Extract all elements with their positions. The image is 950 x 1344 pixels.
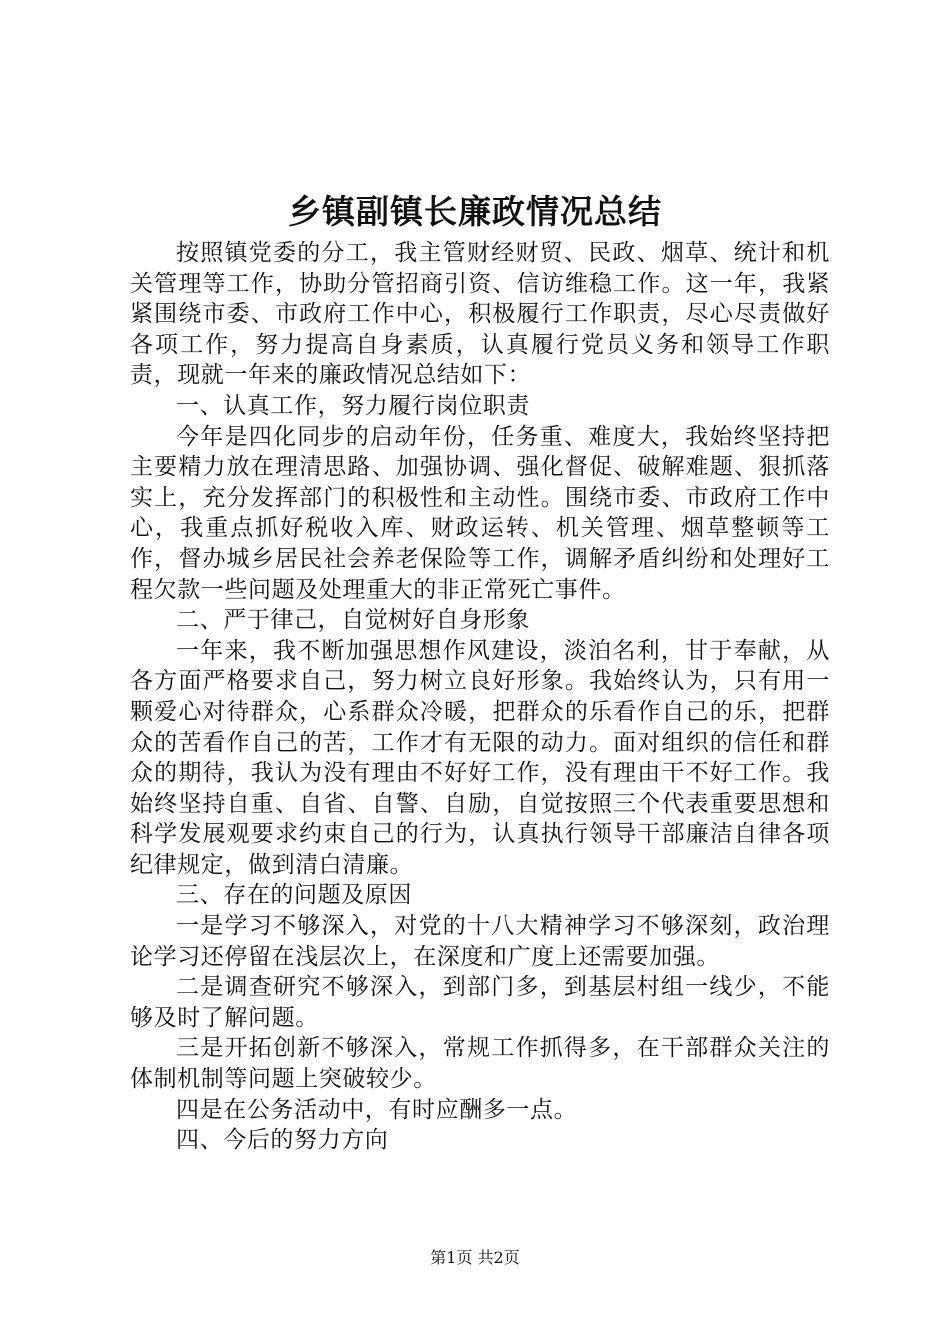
- document-body: [130, 238, 830, 1156]
- problem-item-2: 二是调查研究不够深入，到部门多，到基层村组一线少，不能够及时了解问题。: [130, 974, 830, 1031]
- section-1-paragraph: 今年是四化同步的启动年份，任务重、难度大，我始终坚持把主要精力放在理清思路、加强协调、强化督促、破解难题、狠抓落实上，充分发挥部门的积极性和主动性。围绕市委、市政府工作中心，我重点抓好税收入库、财政运转、机关管理、烟草整顿等工作，督办城乡居民社会养老保险等工作，调解矛盾纠纷和处理好工程欠款一些问题及处理重大的非正常死亡事件。: [130, 423, 830, 603]
- page-number-footer: 第1页 共2页: [430, 1248, 520, 1267]
- document-title: 乡镇副镇长廉政情况总结: [288, 192, 662, 231]
- problem-item-3: 三是开拓创新不够深入，常规工作抓得多，在干部群众关注的体制机制等问题上突破较少。: [130, 1035, 830, 1093]
- section-heading-4: 四、今后的努力方向: [176, 1127, 389, 1154]
- section-heading-1: 一、认真工作，努力履行岗位职责: [176, 392, 530, 419]
- section-heading-2: 二、严于律己，自觉树好自身形象: [176, 607, 530, 634]
- section-2-paragraph: 一年来，我不断加强思想作风建设，淡泊名利，甘于奉献，从各方面严格要求自己，努力树立良好形象。我始终认为，只有用一颗爱心对待群众，心系群众冷暖，把群众的乐看作自己的乐，把群众的苦看作自己的苦，工作才有无限的动力。面对组织的信任和群众的期待，我认为没有理由不好好工作，没有理由干不好工作。我始终坚持自重、自省、自警、自励，自觉按照三个代表重要思想和科学发展观要求约束自己的行为，认真执行领导干部廉洁自律各项纪律规定，做到清白清廉。: [130, 637, 830, 878]
- section-heading-3: 三、存在的问题及原因: [176, 882, 412, 909]
- problem-item-1: 一是学习不够深入，对党的十八大精神学习不够深刻，政治理论学习还停留在浅层次上，在深度和广度上还需要加强。: [130, 913, 830, 970]
- intro-paragraph: 按照镇党委的分工，我主管财经财贸、民政、烟草、统计和机关管理等工作，协助分管招商引资、信访维稳工作。这一年，我紧紧围绕市委、市政府工作中心，积极履行工作职责，尽心尽责做好各项工作，努力提高自身素质，认真履行党员义务和领导工作职责，现就一年来的廉政情况总结如下：: [130, 240, 830, 389]
- problem-item-4: 四是在公务活动中，有时应酬多一点。: [176, 1096, 578, 1123]
